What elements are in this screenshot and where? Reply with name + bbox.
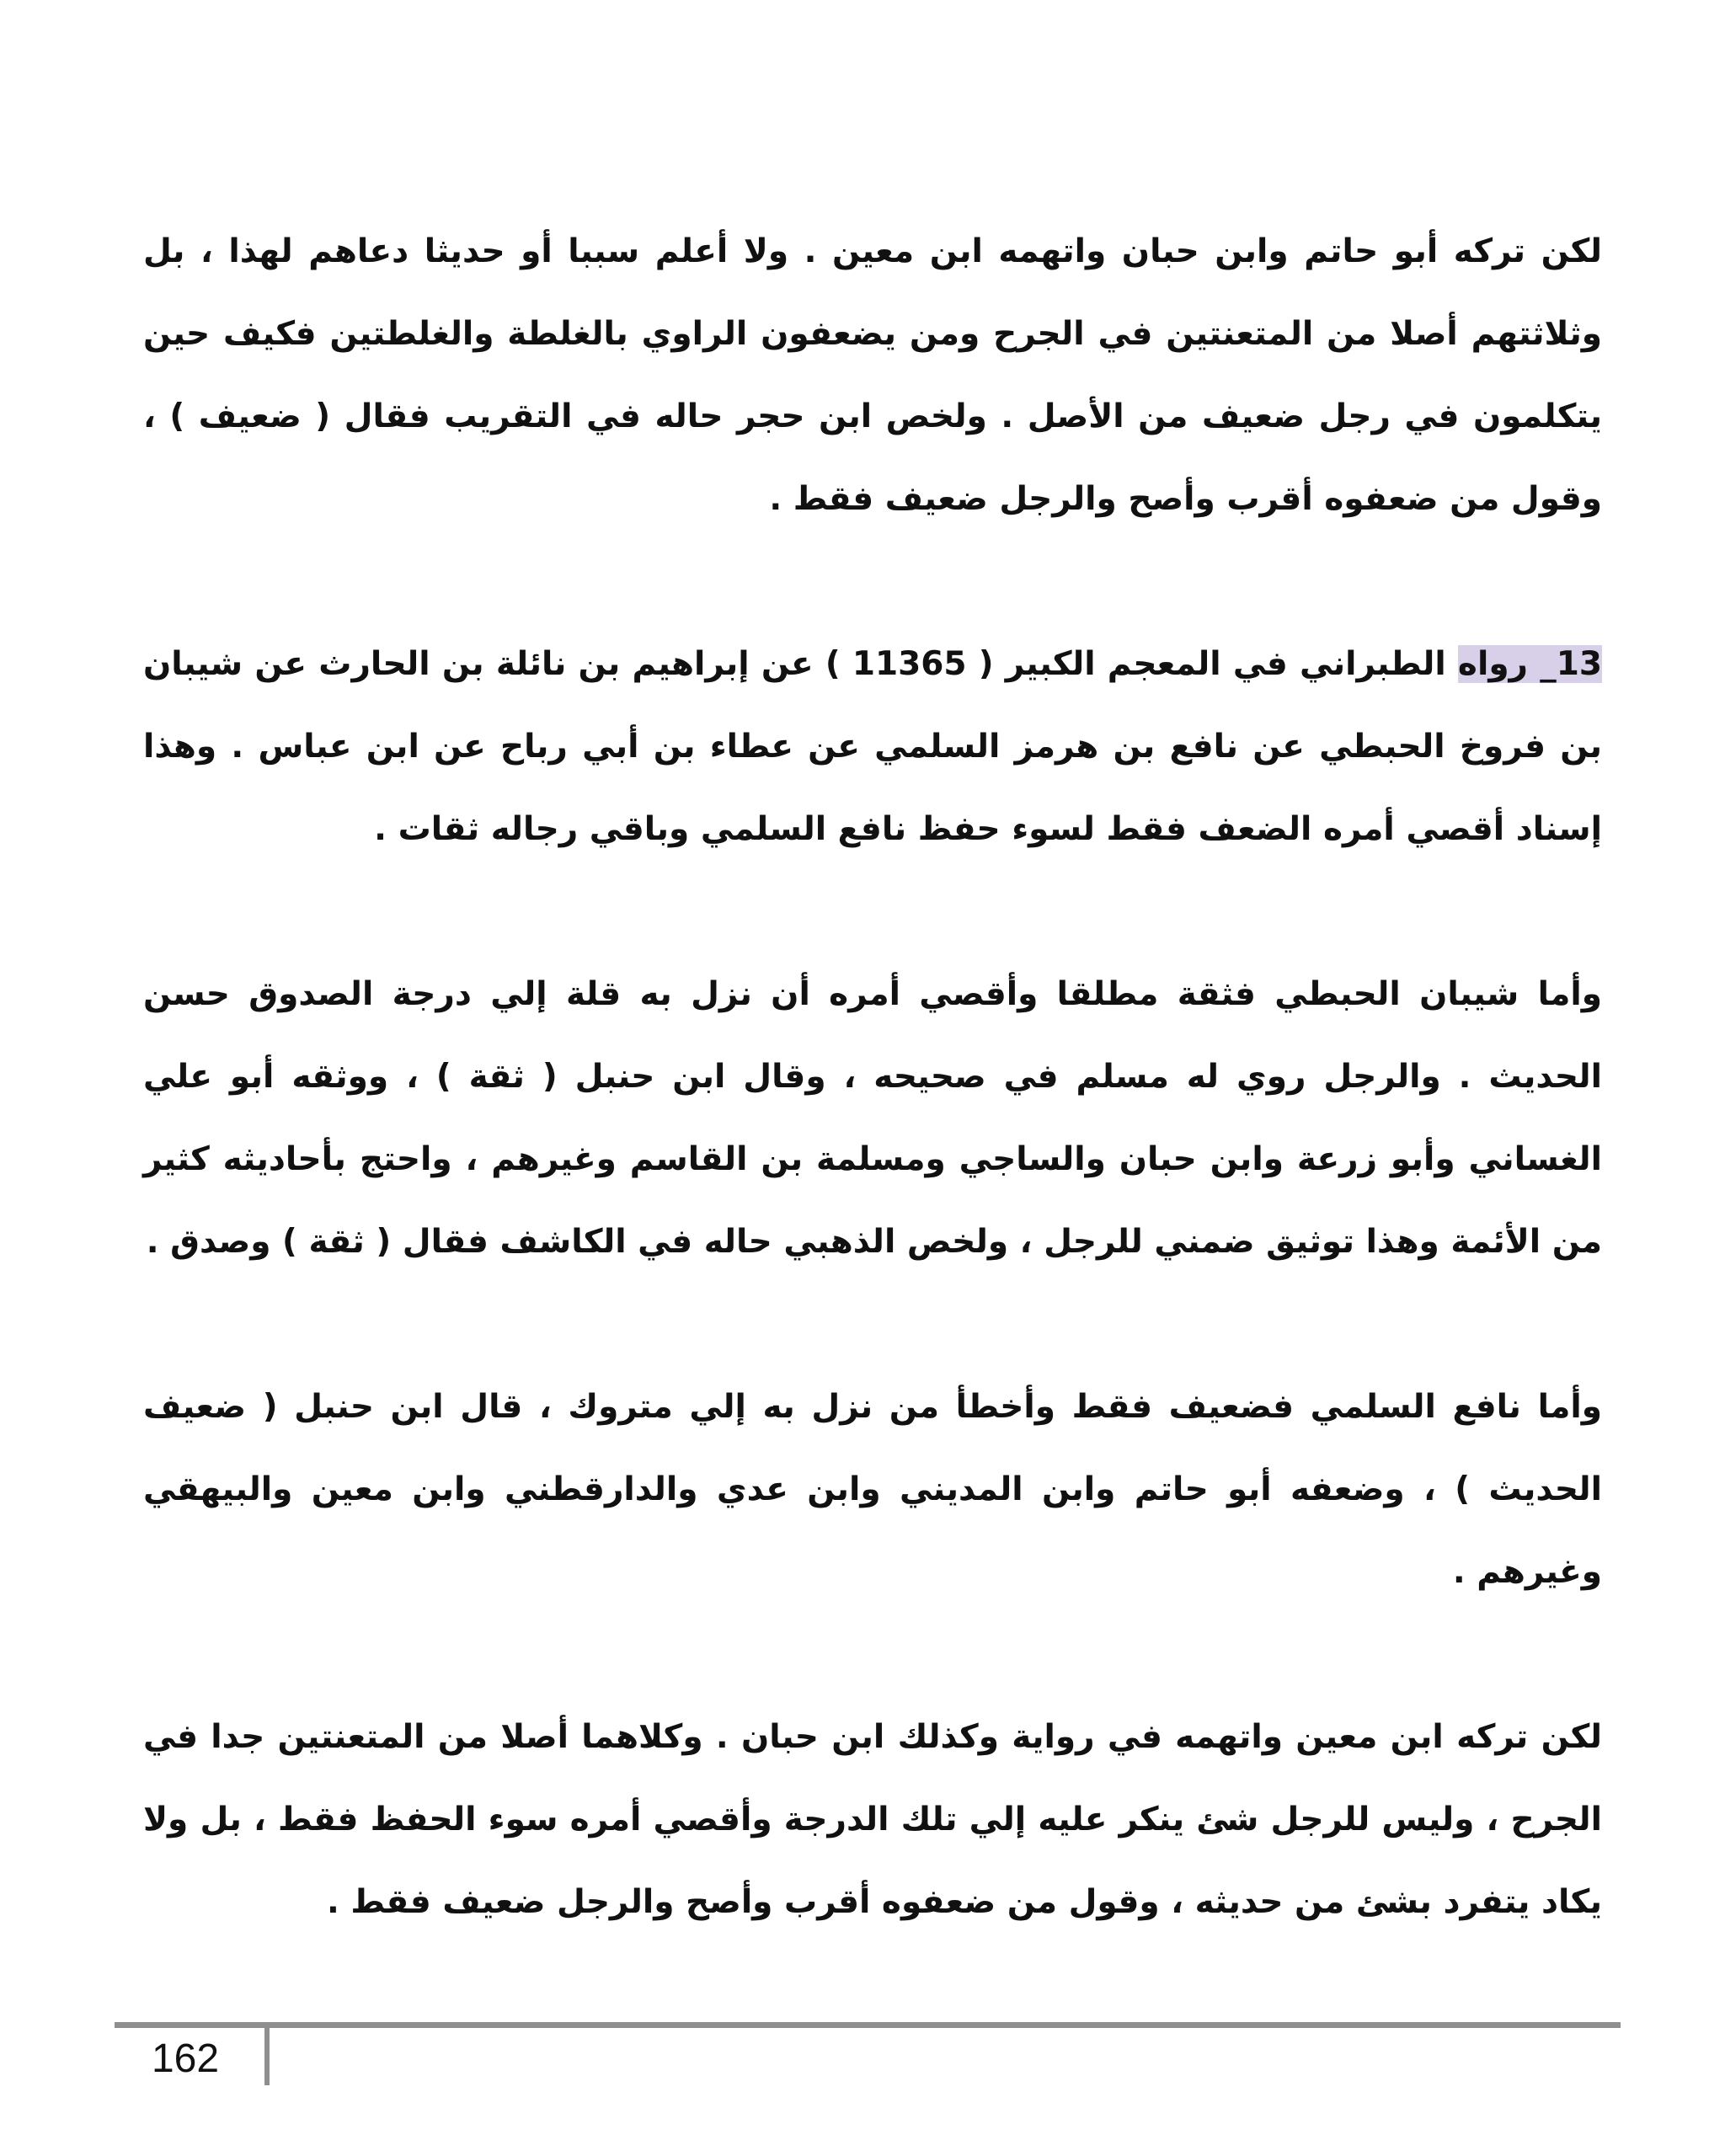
paragraph: لكن تركه أبو حاتم وابن حبان واتهمه ابن معين . ولا أعلم سببا أو حديثا دعاهم لهذا ، بل وثلاثتهم أصلا من المتعنتين في الجرح ومن يضعفون الراوي بالغلطة والغلطتين فكيف حين يتكلمون في رجل ضعيف من الأصل . ولخص ابن حجر حاله في التقريب فقال ( ضعيف ) ، وقول من ضعفوه أقرب وأصح والرجل ضعيف فقط .	[143, 232, 1602, 518]
paragraph	[143, 623, 1602, 871]
footer-divider	[264, 2025, 270, 2085]
paragraph: وأما شيبان الحبطي فثقة مطلقا وأقصي أمره أن نزل به قلة إلي درجة الصدوق حسن الحديث . والرجل روي له مسلم في صحيحه ، وقال ابن حنبل ( ثقة ) ، ووثقه أبو علي الغساني وأبو زرعة وابن حبان والساجي ومسلمة بن القاسم وغيرهم ، واحتج بأحاديثه كثير من الأئمة وهذا توثيق ضمني للرجل ، ولخص الذهبي حاله في الكاشف فقال ( ثقة ) وصدق .	[143, 975, 1602, 1261]
footer-rule	[115, 2022, 1621, 2028]
highlighted-reference: 13_ رواه	[1457, 645, 1602, 683]
paragraph: وأما نافع السلمي فضعيف فقط وأخطأ من نزل به إلي متروك ، قال ابن حنبل ( ضعيف الحديث ) ، وضعفه أبو حاتم وابن المديني وابن عدي والدارقطني وابن معين والبيهقي وغيرهم .	[143, 1388, 1602, 1591]
document-body	[143, 211, 1602, 2026]
paragraph: لكن تركه ابن معين واتهمه في رواية وكذلك ابن حبان . وكلاهما أصلا من المتعنتين جدا في الجرح ، وليس للرجل شئ ينكر عليه إلي تلك الدرجة وأقصي أمره سوء الحفظ فقط ، بل ولا يكاد يتفرد بشئ من حديثه ، وقول من ضعفوه أقرب وأصح والرجل ضعيف فقط .	[143, 1718, 1602, 1921]
paragraph-text: الطبراني في المعجم الكبير ( 11365 ) عن إبراهيم بن نائلة بن الحارث عن شيبان بن فروخ الحبطي عن نافع بن هرمز السلمي عن عطاء بن أبي رباح عن ابن عباس . وهذا إسناد أقصي أمره الضعف فقط لسوء حفظ نافع السلمي وباقي رجاله ثقات .	[143, 645, 1602, 848]
page-number: 162	[151, 2036, 220, 2081]
